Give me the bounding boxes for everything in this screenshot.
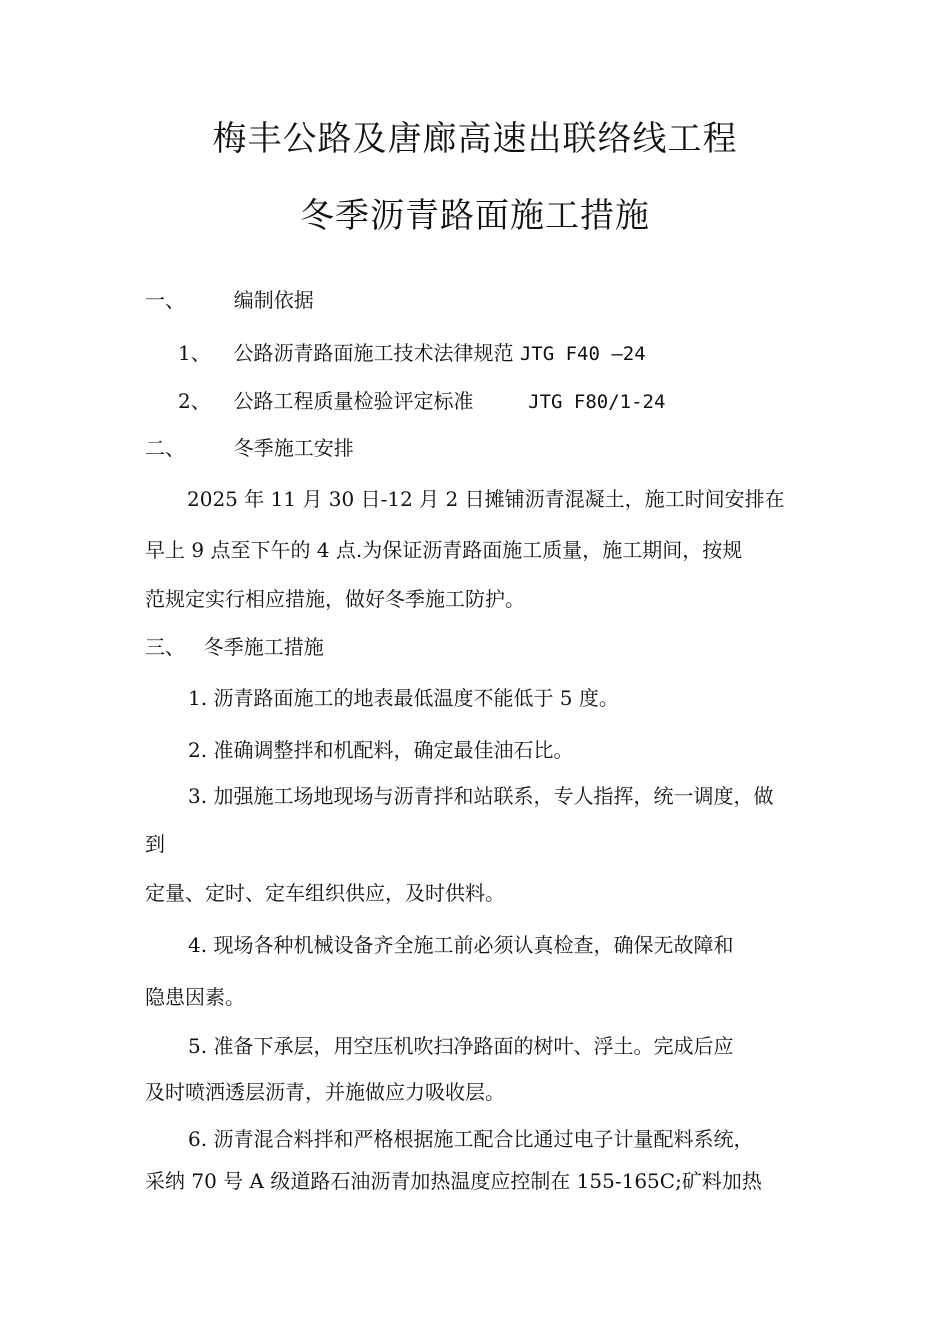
measure-item-3-cont: 到 [145, 832, 165, 856]
section-2-heading [145, 435, 354, 461]
measure-item-1: 1. 沥青路面施工的地表最低温度不能低于 5 度。 [188, 686, 619, 710]
item-text: 公路沥青路面施工技术法律规范 [233, 341, 514, 365]
section-number: 二、 [145, 436, 185, 460]
measure-item-3: 3. 加强施工场地现场与沥青拌和站联系，专人指挥，统一调度，做 [188, 784, 774, 808]
section-title: 冬季施工措施 [203, 635, 324, 659]
section-3-heading [145, 634, 324, 660]
paragraph-line: 早上 9 点至下午的 4 点.为保证沥青路面施工质量，施工期间，按规 [145, 538, 743, 562]
item-number: 2、 [178, 389, 211, 413]
section-number: 三、 [145, 635, 185, 659]
section-1-heading [145, 287, 314, 313]
measure-item-5: 5. 准备下承层，用空压机吹扫净路面的树叶、浮土。完成后应 [188, 1034, 734, 1058]
measure-item-4-cont: 隐患因素。 [145, 985, 245, 1009]
standard-code: JTG F80/1-24 [528, 391, 666, 413]
basis-item-1 [178, 340, 646, 367]
section-number: 一、 [145, 288, 185, 312]
basis-item-2 [178, 388, 665, 415]
paragraph-line: 2025 年 11 月 30 日-12 月 2 日摊铺沥青混凝土，施工时间安排在 [187, 487, 785, 511]
section-title: 冬季施工安排 [233, 436, 354, 460]
section-title: 编制依据 [233, 288, 314, 312]
measure-item-4: 4. 现场各种机械设备齐全施工前必须认真检查，确保无故障和 [188, 933, 734, 957]
document-title: 梅丰公路及唐廊高速出联络线工程 [212, 119, 738, 159]
measure-item-3-cont: 定量、定时、定车组织供应，及时供料。 [145, 881, 505, 905]
standard-code: JTG F40 —24 [519, 343, 646, 365]
document-subtitle: 冬季沥青路面施工措施 [300, 196, 650, 236]
item-text: 公路工程质量检验评定标准 [233, 389, 474, 413]
measure-item-6-cont: 采纳 70 号 A 级道路石油沥青加热温度应控制在 155-165C;矿料加热 [145, 1169, 762, 1193]
paragraph-line: 范规定实行相应措施，做好冬季施工防护。 [145, 587, 525, 611]
measure-item-2: 2. 准确调整拌和机配料，确定最佳油石比。 [188, 738, 574, 762]
measure-item-6: 6. 沥青混合料拌和严格根据施工配合比通过电子计量配料系统， [188, 1127, 754, 1151]
item-number: 1、 [178, 341, 211, 365]
measure-item-5-cont: 及时喷洒透层沥青，并施做应力吸收层。 [145, 1080, 505, 1104]
